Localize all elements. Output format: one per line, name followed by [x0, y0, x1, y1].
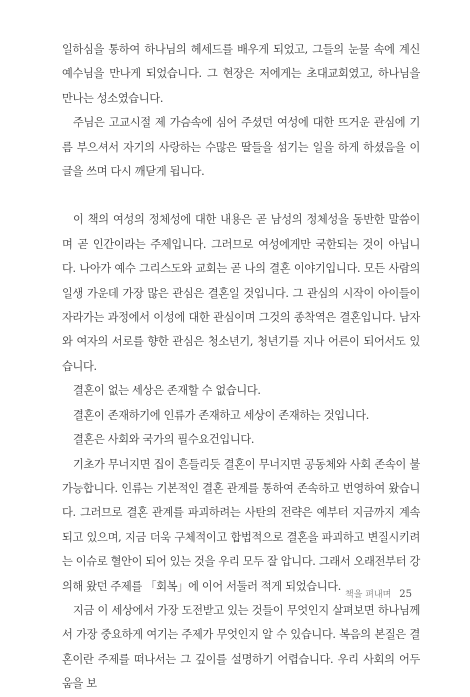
paragraph: 지금 이 세상에서 가장 도전받고 있는 것들이 무엇인지 살펴보면 하나님께서 가장 중요하게 여기는 주제가 무엇인지 알 수 있습니다. 복음의 본질은 결혼이란 주제를 떠나서는 그 깊이를 설명하기 어렵습니다. 우리 사회의 어두움을 보: [62, 603, 420, 691]
page-number: 25: [399, 589, 412, 600]
paragraph: 기초가 무너지면 집이 흔들리듯 결혼이 무너지면 공동체와 사회 존속이 불가능합니다. 인류는 기본적인 결혼 관계를 통하여 존속하고 번영하여 왔습니다. 그러므로 결혼 관계를 파괴하려는 사탄의 전략은 예부터 지금까지 계속되고 있으며, 지금 더욱 구체적이고 합법적으로 결혼을 파괴하고 변질시키려는 이슈로 혈안이 되어 있는 것을 우리 모두 잘 압니다. 그래서 오래전부터 강의해 왔던 주제를 「회복」에 이어 서둘러 적게 되었습니다.: [62, 457, 420, 593]
running-title: 책을 펴내며: [345, 590, 392, 600]
page-footer: [345, 587, 412, 600]
paragraph: 결혼이 존재하기에 인류가 존재하고 세상이 존재하는 것입니다.: [73, 408, 369, 422]
paragraph: 일하심을 통하여 하나님의 헤세드를 배우게 되었고, 그들의 눈물 속에 계신 예수님을 만나게 되었습니다. 그 현장은 저에게는 초대교회였고, 하나님을 만나는 성소였습니다.: [62, 43, 420, 105]
section-gap: [62, 184, 420, 208]
paragraph: 주님은 고교시절 제 가슴속에 심어 주셨던 여성에 대한 뜨거운 관심에 기름 부으셔서 자기의 사랑하는 수많은 딸들을 섬기는 일을 하게 하셨음을 이 글을 쓰며 다시 깨닫게 됩니다.: [62, 116, 420, 179]
paragraph: 결혼이 없는 세상은 존재할 수 없습니다.: [73, 384, 261, 398]
paragraph: 결혼은 사회와 국가의 필수요건입니다.: [73, 433, 255, 447]
paragraph: 이 책의 여성의 정체성에 대한 내용은 곧 남성의 정체성을 동반한 말씀이며 곧 인간이라는 주제입니다. 그러므로 여성에게만 국한되는 것이 아닙니다. 나아가 예수 그리스도와 교회는 곧 나의 결혼 이야기입니다. 모든 사람의 일생 가운데 가장 많은 관심은 결혼일 것입니다. 그 관심의 시작이 아이들이 자라가는 과정에서 이성에 대한 관심이며 그것의 종착역은 결혼입니다. 남자와 여자의 서로를 향한 관심은 청소년기, 청년기를 지나 어른이 되어서도 있습니다.: [62, 213, 420, 373]
